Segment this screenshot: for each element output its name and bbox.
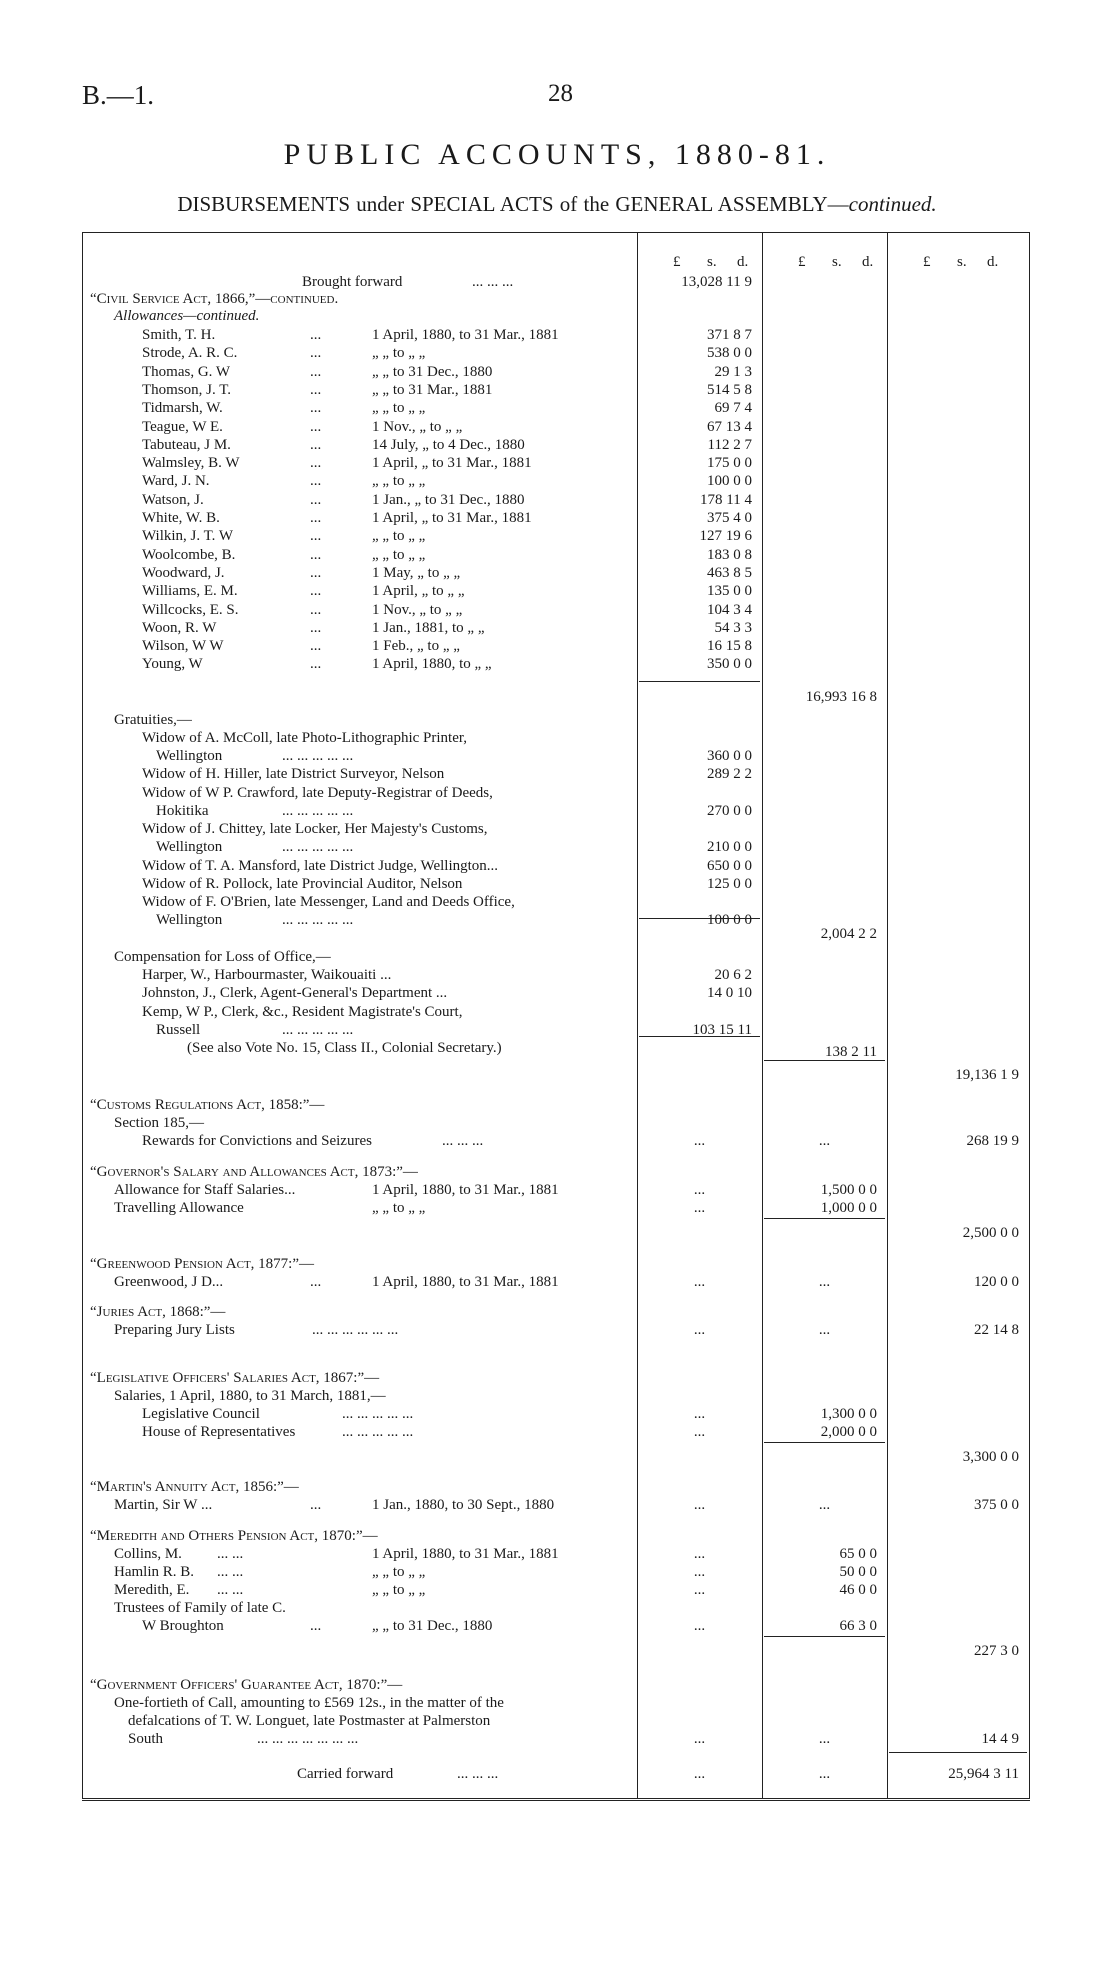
dots: ...: [310, 491, 322, 508]
brought-forward-label: Brought forward: [302, 274, 403, 290]
legislative-act-title: “Legislative Officers' Salaries Act, 1867:”—: [90, 1370, 380, 1386]
allowee-name: Wilkin, J. T. W: [142, 528, 234, 545]
allowance-row: [82, 381, 1030, 399]
placeholder-dots: ...: [818, 1322, 831, 1338]
gratuities-total: 2,004 2 2: [820, 926, 877, 942]
placeholder-dots: ...: [693, 1406, 706, 1422]
greenwood-name: Greenwood, J D...: [114, 1274, 224, 1290]
allowance-row: [82, 472, 1030, 490]
act-title-row: [82, 290, 1030, 308]
compensation-label-row: [82, 948, 1030, 966]
carried-forward-label: Carried forward: [297, 1766, 394, 1782]
dots: ...: [310, 1274, 322, 1290]
dots: ...: [310, 1618, 322, 1634]
carried-forward-row: [82, 1765, 1030, 1783]
governor-item: Allowance for Staff Salaries...: [114, 1182, 296, 1198]
total-rule: [764, 1636, 885, 1637]
customs-act-title: “Customs Regulations Act, 1858:”—: [90, 1097, 325, 1113]
meredith-item-row: [82, 1563, 1030, 1581]
allowance-period: „ „ to „ „: [372, 345, 426, 362]
allowance-row: [82, 436, 1030, 454]
compensation-note: (See also Vote No. 15, Class II., Colonial Secretary.): [187, 1040, 502, 1056]
meredith-item-row: [82, 1545, 1030, 1563]
allowances-total-row: [82, 688, 1030, 706]
greenwood-item-row: [82, 1273, 1030, 1291]
compensation-amount: 20 6 2: [714, 967, 752, 983]
allowance-row: [82, 601, 1030, 619]
dots: ...: [310, 400, 322, 417]
compensation-line: Kemp, W P., Clerk, &c., Resident Magistrate's Court,: [142, 1003, 463, 1020]
dots: ...: [310, 381, 322, 398]
gratuity-amount: 100 0 0: [707, 912, 752, 929]
gratuity-line: Widow of J. Chittey, late Locker, Her Majesty's Customs,: [142, 821, 488, 838]
civil-service-total-row: [82, 1066, 1030, 1084]
allowance-amount: 183 0 8: [707, 546, 752, 563]
compensation-row: [82, 984, 1030, 1002]
allowee-name: Woolcombe, B.: [142, 546, 236, 563]
allowance-period: 1 April, 1880, to 31 Mar., 1881: [372, 327, 559, 343]
allowance-period: 1 Feb., „ to „ „: [372, 638, 460, 655]
civil-service-total: 19,136 1 9: [955, 1067, 1019, 1083]
allowance-row: [82, 509, 1030, 527]
legislative-item: House of Representatives: [142, 1424, 296, 1440]
allowee-name: Smith, T. H.: [142, 327, 216, 343]
allowance-row: [82, 564, 1030, 582]
allowance-period: 1 April, 1880, to „ „: [372, 656, 492, 673]
allowance-amount: 127 19 6: [699, 528, 752, 545]
martin-act-title: “Martin's Annuity Act, 1856:”—: [90, 1479, 299, 1495]
allowance-row: [82, 363, 1030, 381]
dots: ...: [310, 327, 322, 343]
dots: ...: [310, 1497, 322, 1513]
allowee-name: Tidmarsh, W.: [142, 400, 223, 417]
document-code: B.—1.: [82, 80, 155, 110]
allowance-amount: 375 4 0: [707, 510, 752, 526]
gratuities-label-row: [82, 711, 1030, 729]
dots: ...: [310, 455, 322, 472]
dots: ...: [310, 510, 322, 526]
dots: ...: [310, 418, 322, 435]
dots: ... ... ... ... ...: [282, 748, 354, 764]
governor-amount: 1,000 0 0: [820, 1200, 877, 1216]
gratuity-amount: 125 0 0: [707, 876, 752, 892]
meredith-amount: 65 0 0: [839, 1546, 877, 1562]
gratuity-row-cont: [82, 838, 1030, 856]
brought-forward-amount: 13,028 11 9: [681, 274, 752, 290]
allowance-amount: 69 7 4: [714, 400, 752, 417]
placeholder-dots: ...: [693, 1200, 706, 1216]
civil-service-act-title: “Civil Service Act, 1866,”—continued.: [90, 291, 339, 307]
allowance-row: [82, 527, 1030, 545]
gratuity-row: [82, 875, 1030, 893]
gratuities-total-row: [82, 925, 1030, 943]
allowances-label-row: [82, 307, 1030, 325]
meredith-total-row: [82, 1642, 1030, 1660]
compensation-line: Johnston, J., Clerk, Agent-General's Department ...: [142, 985, 448, 1002]
martin-name: Martin, Sir W ...: [114, 1497, 213, 1513]
martin-title-row: [82, 1478, 1030, 1496]
dots: ... ... ...: [472, 274, 514, 290]
compensation-row-cont: [82, 1021, 1030, 1039]
trustees-line1: Trustees of Family of late C.: [114, 1600, 286, 1616]
meredith-item-row: [82, 1581, 1030, 1599]
placeholder-dots: ...: [693, 1731, 706, 1747]
allowee-name: Tabuteau, J M.: [142, 436, 231, 453]
subtitle-continued: continued.: [848, 192, 937, 216]
customs-total: 268 19 9: [966, 1133, 1019, 1149]
allowee-name: Teague, W E.: [142, 418, 223, 435]
martin-total: 375 0 0: [974, 1497, 1019, 1513]
placeholder-dots: ...: [693, 1564, 706, 1580]
greenwood-period: 1 April, 1880, to 31 Mar., 1881: [372, 1274, 559, 1290]
legislative-item-row: [82, 1405, 1030, 1423]
allowance-row: [82, 546, 1030, 564]
dots: ...: [310, 638, 322, 655]
legislative-title-row: [82, 1369, 1030, 1387]
pound-header: £: [673, 254, 681, 270]
customs-section: Section 185,—: [114, 1115, 204, 1131]
gratuity-line2: Wellington: [156, 912, 223, 929]
dots: ... ...: [217, 1546, 244, 1562]
allowance-period: „ „ to „ „: [372, 473, 426, 490]
meredith-trustees-row: [82, 1599, 1030, 1617]
martin-item-row: [82, 1496, 1030, 1514]
total-rule: [639, 918, 760, 919]
page-subtitle: [0, 192, 1114, 217]
gratuity-line: Widow of W P. Crawford, late Deputy-Registrar of Deeds,: [142, 784, 493, 801]
allowance-period: „ „ to „ „: [372, 546, 426, 563]
placeholder-dots: ...: [818, 1731, 831, 1747]
dots: ... ... ... ... ...: [282, 1021, 354, 1038]
guarantee-act-title: “Government Officers' Guarantee Act, 1870:”—: [90, 1677, 403, 1693]
governor-period: „ „ to „ „: [372, 1200, 426, 1216]
subtitle-main: DISBURSEMENTS under SPECIAL ACTS of the GENERAL ASSEMBLY—: [177, 192, 849, 216]
shilling-header: s.: [832, 254, 842, 270]
dots: ... ... ... ... ... ...: [312, 1322, 399, 1338]
dots: ...: [310, 528, 322, 545]
allowance-period: „ „ to 31 Dec., 1880: [372, 363, 493, 380]
pence-header: d.: [737, 254, 749, 270]
allowance-period: 1 April, „ to „ „: [372, 583, 465, 600]
guarantee-line2: defalcations of T. W. Longuet, late Postmaster at Palmerston: [128, 1713, 491, 1729]
gratuity-amount: 289 2 2: [707, 766, 752, 783]
greenwood-total: 120 0 0: [974, 1274, 1019, 1290]
guarantee-line1-row: [82, 1694, 1030, 1712]
martin-period: 1 Jan., 1880, to 30 Sept., 1880: [372, 1497, 555, 1513]
brought-forward-row: [82, 273, 1030, 291]
juries-total: 22 14 8: [974, 1322, 1019, 1338]
guarantee-line3-row: [82, 1730, 1030, 1748]
guarantee-title-row: [82, 1676, 1030, 1694]
dots: ... ... ... ... ...: [342, 1424, 414, 1440]
gratuity-line: Widow of F. O'Brien, late Messenger, Land and Deeds Office,: [142, 894, 515, 911]
gratuity-line: Widow of R. Pollock, late Provincial Auditor, Nelson: [142, 876, 463, 892]
shilling-header: s.: [707, 254, 717, 270]
allowance-amount: 514 5 8: [707, 381, 752, 398]
allowance-amount: 67 13 4: [707, 418, 752, 435]
dots: ...: [310, 473, 322, 490]
greenwood-title-row: [82, 1255, 1030, 1273]
allowance-amount: 463 8 5: [707, 564, 752, 581]
gratuity-row: [82, 729, 1030, 747]
allowee-name: Watson, J.: [142, 491, 204, 508]
allowance-amount: 54 3 3: [714, 619, 752, 636]
compensation-row: [82, 966, 1030, 984]
placeholder-dots: ...: [693, 1497, 706, 1513]
pence-header: d.: [862, 254, 874, 270]
gratuity-amount: 650 0 0: [707, 857, 752, 874]
customs-title-row: [82, 1096, 1030, 1114]
placeholder-dots: ...: [693, 1274, 706, 1290]
dots: ...: [310, 601, 322, 618]
dots: ... ... ...: [442, 1133, 484, 1149]
compensation-row: [82, 1003, 1030, 1021]
allowance-period: „ „ to „ „: [372, 528, 426, 545]
total-rule: [889, 1752, 1027, 1753]
gratuity-row: [82, 765, 1030, 783]
compensation-total-row: [82, 1043, 1030, 1061]
allowance-amount: 538 0 0: [707, 345, 752, 362]
legislative-item-row: [82, 1423, 1030, 1441]
allowance-amount: 175 0 0: [707, 455, 752, 472]
page-title: PUBLIC ACCOUNTS, 1880-81.: [283, 138, 831, 171]
gratuity-amount: 360 0 0: [707, 748, 752, 764]
gratuity-amount: 210 0 0: [707, 839, 752, 856]
dots: ...: [310, 564, 322, 581]
dots: ...: [310, 619, 322, 636]
gratuity-row: [82, 857, 1030, 875]
governor-item-row: [82, 1181, 1030, 1199]
meredith-act-title: “Meredith and Others Pension Act, 1870:”—: [90, 1528, 378, 1544]
gratuity-line2: Hokitika: [156, 802, 209, 819]
allowance-period: „ „ to 31 Mar., 1881: [372, 381, 493, 398]
meredith-amount: 46 0 0: [839, 1582, 877, 1598]
governor-total: 2,500 0 0: [962, 1225, 1019, 1241]
compensation-line2: Russell: [156, 1021, 201, 1038]
meredith-period: „ „ to „ „: [372, 1564, 426, 1580]
page-number: 28: [548, 80, 573, 107]
placeholder-dots: ...: [693, 1182, 706, 1198]
dots: ...: [310, 345, 322, 362]
pound-header: £: [923, 254, 931, 270]
legislative-amount: 2,000 0 0: [820, 1424, 877, 1440]
allowance-row: [82, 619, 1030, 637]
gratuity-line: Widow of H. Hiller, late District Surveyor, Nelson: [142, 766, 445, 783]
greenwood-act-title: “Greenwood Pension Act, 1877:”—: [90, 1256, 314, 1272]
dots: ...: [310, 656, 322, 673]
allowance-period: 14 July, „ to 4 Dec., 1880: [372, 436, 525, 453]
gratuity-row: [82, 893, 1030, 911]
gratuity-row-cont: [82, 802, 1030, 820]
meredith-name: Collins, M.: [114, 1546, 182, 1562]
allowance-row: [82, 454, 1030, 472]
governor-item: Travelling Allowance: [114, 1200, 244, 1216]
placeholder-dots: ...: [818, 1133, 831, 1149]
gratuity-row: [82, 820, 1030, 838]
allowee-name: White, W. B.: [142, 510, 220, 526]
allowee-name: Strode, A. R. C.: [142, 345, 238, 362]
governor-item-row: [82, 1199, 1030, 1217]
accounts-table: [82, 232, 1030, 1801]
allowances-label: Allowances—continued.: [114, 308, 260, 324]
dots: ...: [310, 546, 322, 563]
juries-item: Preparing Jury Lists: [114, 1322, 235, 1338]
dots: ... ... ... ... ...: [282, 912, 354, 929]
dots: ... ... ... ... ...: [342, 1406, 414, 1422]
allowance-amount: 100 0 0: [707, 473, 752, 490]
allowance-period: 1 Jan., 1881, to „ „: [372, 619, 485, 636]
total-rule: [639, 681, 760, 682]
total-rule: [764, 1060, 885, 1061]
meredith-name: Meredith, E.: [114, 1582, 190, 1598]
meredith-name: Hamlin R. B.: [114, 1564, 195, 1580]
allowance-amount: 16 15 8: [707, 638, 752, 655]
placeholder-dots: ...: [693, 1322, 706, 1338]
juries-act-title: “Juries Act, 1868:”—: [90, 1304, 226, 1320]
allowance-period: „ „ to „ „: [372, 400, 426, 417]
column-headers: [82, 253, 1030, 271]
gratuities-label: Gratuities,—: [114, 712, 192, 728]
meredith-title-row: [82, 1527, 1030, 1545]
gratuity-line: Widow of T. A. Mansford, late District Judge, Wellington...: [142, 857, 499, 874]
guarantee-line3: South: [128, 1731, 164, 1747]
meredith-period: 1 April, 1880, to 31 Mar., 1881: [372, 1546, 559, 1562]
customs-item: Rewards for Convictions and Seizures: [142, 1133, 372, 1149]
total-rule: [764, 1218, 885, 1219]
placeholder-dots: ...: [693, 1546, 706, 1562]
meredith-period: „ „ to „ „: [372, 1582, 426, 1598]
pound-header: £: [798, 254, 806, 270]
allowance-period: 1 April, „ to 31 Mar., 1881: [372, 510, 532, 526]
allowance-period: 1 April, „ to 31 Mar., 1881: [372, 455, 532, 472]
juries-item-row: [82, 1321, 1030, 1339]
placeholder-dots: ...: [818, 1766, 831, 1782]
governor-act-title: “Governor's Salary and Allowances Act, 1873:”—: [90, 1164, 418, 1180]
allowance-amount: 350 0 0: [707, 656, 752, 673]
legislative-amount: 1,300 0 0: [820, 1406, 877, 1422]
allowee-name: Young, W: [142, 656, 203, 673]
placeholder-dots: ...: [693, 1424, 706, 1440]
allowance-row: [82, 637, 1030, 655]
guarantee-total: 14 4 9: [981, 1731, 1019, 1747]
allowance-period: 1 May, „ to „ „: [372, 564, 461, 581]
compensation-total: 138 2 11: [825, 1044, 877, 1060]
placeholder-dots: ...: [693, 1766, 706, 1782]
meredith-trustees-row-cont: [82, 1617, 1030, 1635]
placeholder-dots: ...: [693, 1582, 706, 1598]
allowance-amount: 178 11 4: [700, 491, 752, 508]
gratuity-line: Widow of A. McColl, late Photo-Lithographic Printer,: [142, 730, 467, 746]
total-rule: [639, 1036, 760, 1037]
trustees-period: „ „ to 31 Dec., 1880: [372, 1618, 493, 1634]
allowance-row: [82, 582, 1030, 600]
customs-section-row: [82, 1114, 1030, 1132]
allowee-name: Thomson, J. T.: [142, 381, 232, 398]
carried-forward-amount: 25,964 3 11: [948, 1766, 1019, 1782]
placeholder-dots: ...: [693, 1618, 706, 1634]
dots: ... ... ... ... ...: [282, 839, 354, 856]
allowee-name: Williams, E. M.: [142, 583, 238, 600]
dots: ... ... ...: [457, 1766, 499, 1782]
legislative-subtitle-row: [82, 1387, 1030, 1405]
allowance-row: [82, 399, 1030, 417]
allowances-total: 16,993 16 8: [805, 689, 877, 705]
gratuity-line2: Wellington: [156, 839, 223, 856]
governor-amount: 1,500 0 0: [820, 1182, 877, 1198]
allowance-period: 1 Jan., „ to 31 Dec., 1880: [372, 491, 525, 508]
guarantee-line2-row: [82, 1712, 1030, 1730]
compensation-amount: 14 0 10: [707, 985, 752, 1002]
compensation-amount: 103 15 11: [692, 1021, 752, 1038]
compensation-line: Harper, W., Harbourmaster, Waikouaiti ...: [142, 967, 392, 983]
legislative-item: Legislative Council: [142, 1406, 260, 1422]
meredith-total: 227 3 0: [974, 1643, 1019, 1659]
customs-item-row: [82, 1132, 1030, 1150]
allowance-amount: 112 2 7: [707, 436, 752, 453]
allowance-row: [82, 418, 1030, 436]
governor-total-row: [82, 1224, 1030, 1242]
shilling-header: s.: [957, 254, 967, 270]
allowance-period: 1 Nov., „ to „ „: [372, 601, 463, 618]
allowance-period: 1 Nov., „ to „ „: [372, 418, 463, 435]
allowance-amount: 135 0 0: [707, 583, 752, 600]
gratuity-line2: Wellington: [156, 748, 223, 764]
allowance-amount: 371 8 7: [707, 327, 752, 343]
dots: ... ... ... ... ...: [282, 802, 354, 819]
allowee-name: Woodward, J.: [142, 564, 225, 581]
dots: ...: [310, 436, 322, 453]
legislative-total-row: [82, 1448, 1030, 1466]
governor-title-row: [82, 1163, 1030, 1181]
meredith-amount: 50 0 0: [839, 1564, 877, 1580]
placeholder-dots: ...: [693, 1133, 706, 1149]
gratuity-row-cont: [82, 747, 1030, 765]
dots: ...: [310, 363, 322, 380]
dots: ... ...: [217, 1582, 244, 1598]
trustees-line2: W Broughton: [142, 1618, 224, 1634]
juries-title-row: [82, 1303, 1030, 1321]
allowance-row: [82, 655, 1030, 673]
trustees-amount: 66 3 0: [839, 1618, 877, 1634]
allowance-row: [82, 326, 1030, 344]
allowance-amount: 29 1 3: [714, 363, 752, 380]
allowance-row: [82, 344, 1030, 362]
allowee-name: Wilson, W W: [142, 638, 224, 655]
placeholder-dots: ...: [818, 1274, 831, 1290]
guarantee-line1: One-fortieth of Call, amounting to £569 12s., in the matter of the: [114, 1695, 504, 1711]
gratuity-row: [82, 784, 1030, 802]
compensation-label: Compensation for Loss of Office,—: [114, 949, 331, 965]
dots: ... ...: [217, 1564, 244, 1580]
dots: ...: [310, 583, 322, 600]
allowance-amount: 104 3 4: [707, 601, 752, 618]
total-rule: [764, 1442, 885, 1443]
allowance-row: [82, 491, 1030, 509]
governor-period: 1 April, 1880, to 31 Mar., 1881: [372, 1182, 559, 1198]
dots: ... ... ... ... ... ... ...: [257, 1731, 359, 1747]
allowee-name: Willcocks, E. S.: [142, 601, 239, 618]
gratuity-amount: 270 0 0: [707, 802, 752, 819]
allowee-name: Ward, J. N.: [142, 473, 210, 490]
allowee-name: Woon, R. W: [142, 619, 217, 636]
placeholder-dots: ...: [818, 1497, 831, 1513]
legislative-total: 3,300 0 0: [962, 1449, 1019, 1465]
pence-header: d.: [987, 254, 999, 270]
allowee-name: Thomas, G. W: [142, 363, 231, 380]
allowee-name: Walmsley, B. W: [142, 455, 240, 472]
legislative-subtitle: Salaries, 1 April, 1880, to 31 March, 1881,—: [114, 1388, 386, 1404]
